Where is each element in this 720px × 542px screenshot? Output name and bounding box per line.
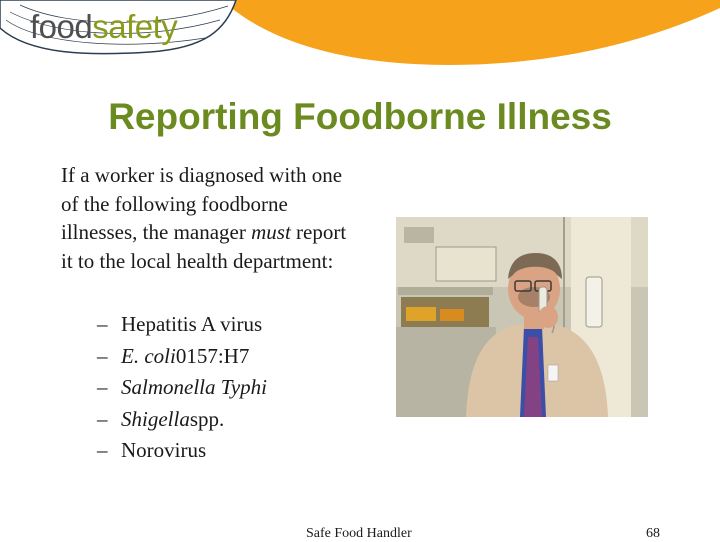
illness-list: [97, 310, 267, 468]
foodsafety-logo: [30, 8, 177, 46]
slide-title: Reporting Foodborne Illness: [108, 96, 612, 137]
list-item-text: Norovirus: [121, 438, 207, 462]
list-item: [97, 342, 267, 374]
list-item: [97, 405, 267, 437]
list-item-italic: Salmonella Typhi: [121, 375, 268, 399]
list-item: [97, 310, 267, 342]
list-item-italic: Shigella: [121, 406, 190, 431]
intro-text-start: If a worker is diagnosed with one of the following foodborne illnesses, the manager: [61, 163, 343, 244]
logo-safety-text: safety: [92, 8, 178, 45]
page-number: 68: [646, 526, 660, 541]
list-dash: –: [97, 438, 108, 462]
intro-emphasis: must: [251, 220, 291, 244]
list-item-italic: E. coli: [121, 343, 176, 368]
intro-text-end: report it to the local health department:: [61, 220, 347, 273]
list-item-text: 0157:H7: [175, 343, 250, 368]
worker-on-phone-photo: [396, 217, 648, 417]
list-item: [97, 373, 267, 405]
list-dash: –: [97, 375, 108, 399]
list-item-text: Hepatitis A virus: [121, 312, 263, 336]
list-item-text: spp.: [189, 406, 225, 431]
intro-paragraph: [61, 161, 361, 275]
list-item: [97, 436, 267, 468]
list-dash: –: [97, 343, 108, 368]
footer-title: Safe Food Handler: [306, 526, 412, 541]
logo-food-text: food: [30, 8, 93, 45]
list-dash: –: [97, 406, 108, 431]
list-dash: –: [97, 312, 108, 336]
